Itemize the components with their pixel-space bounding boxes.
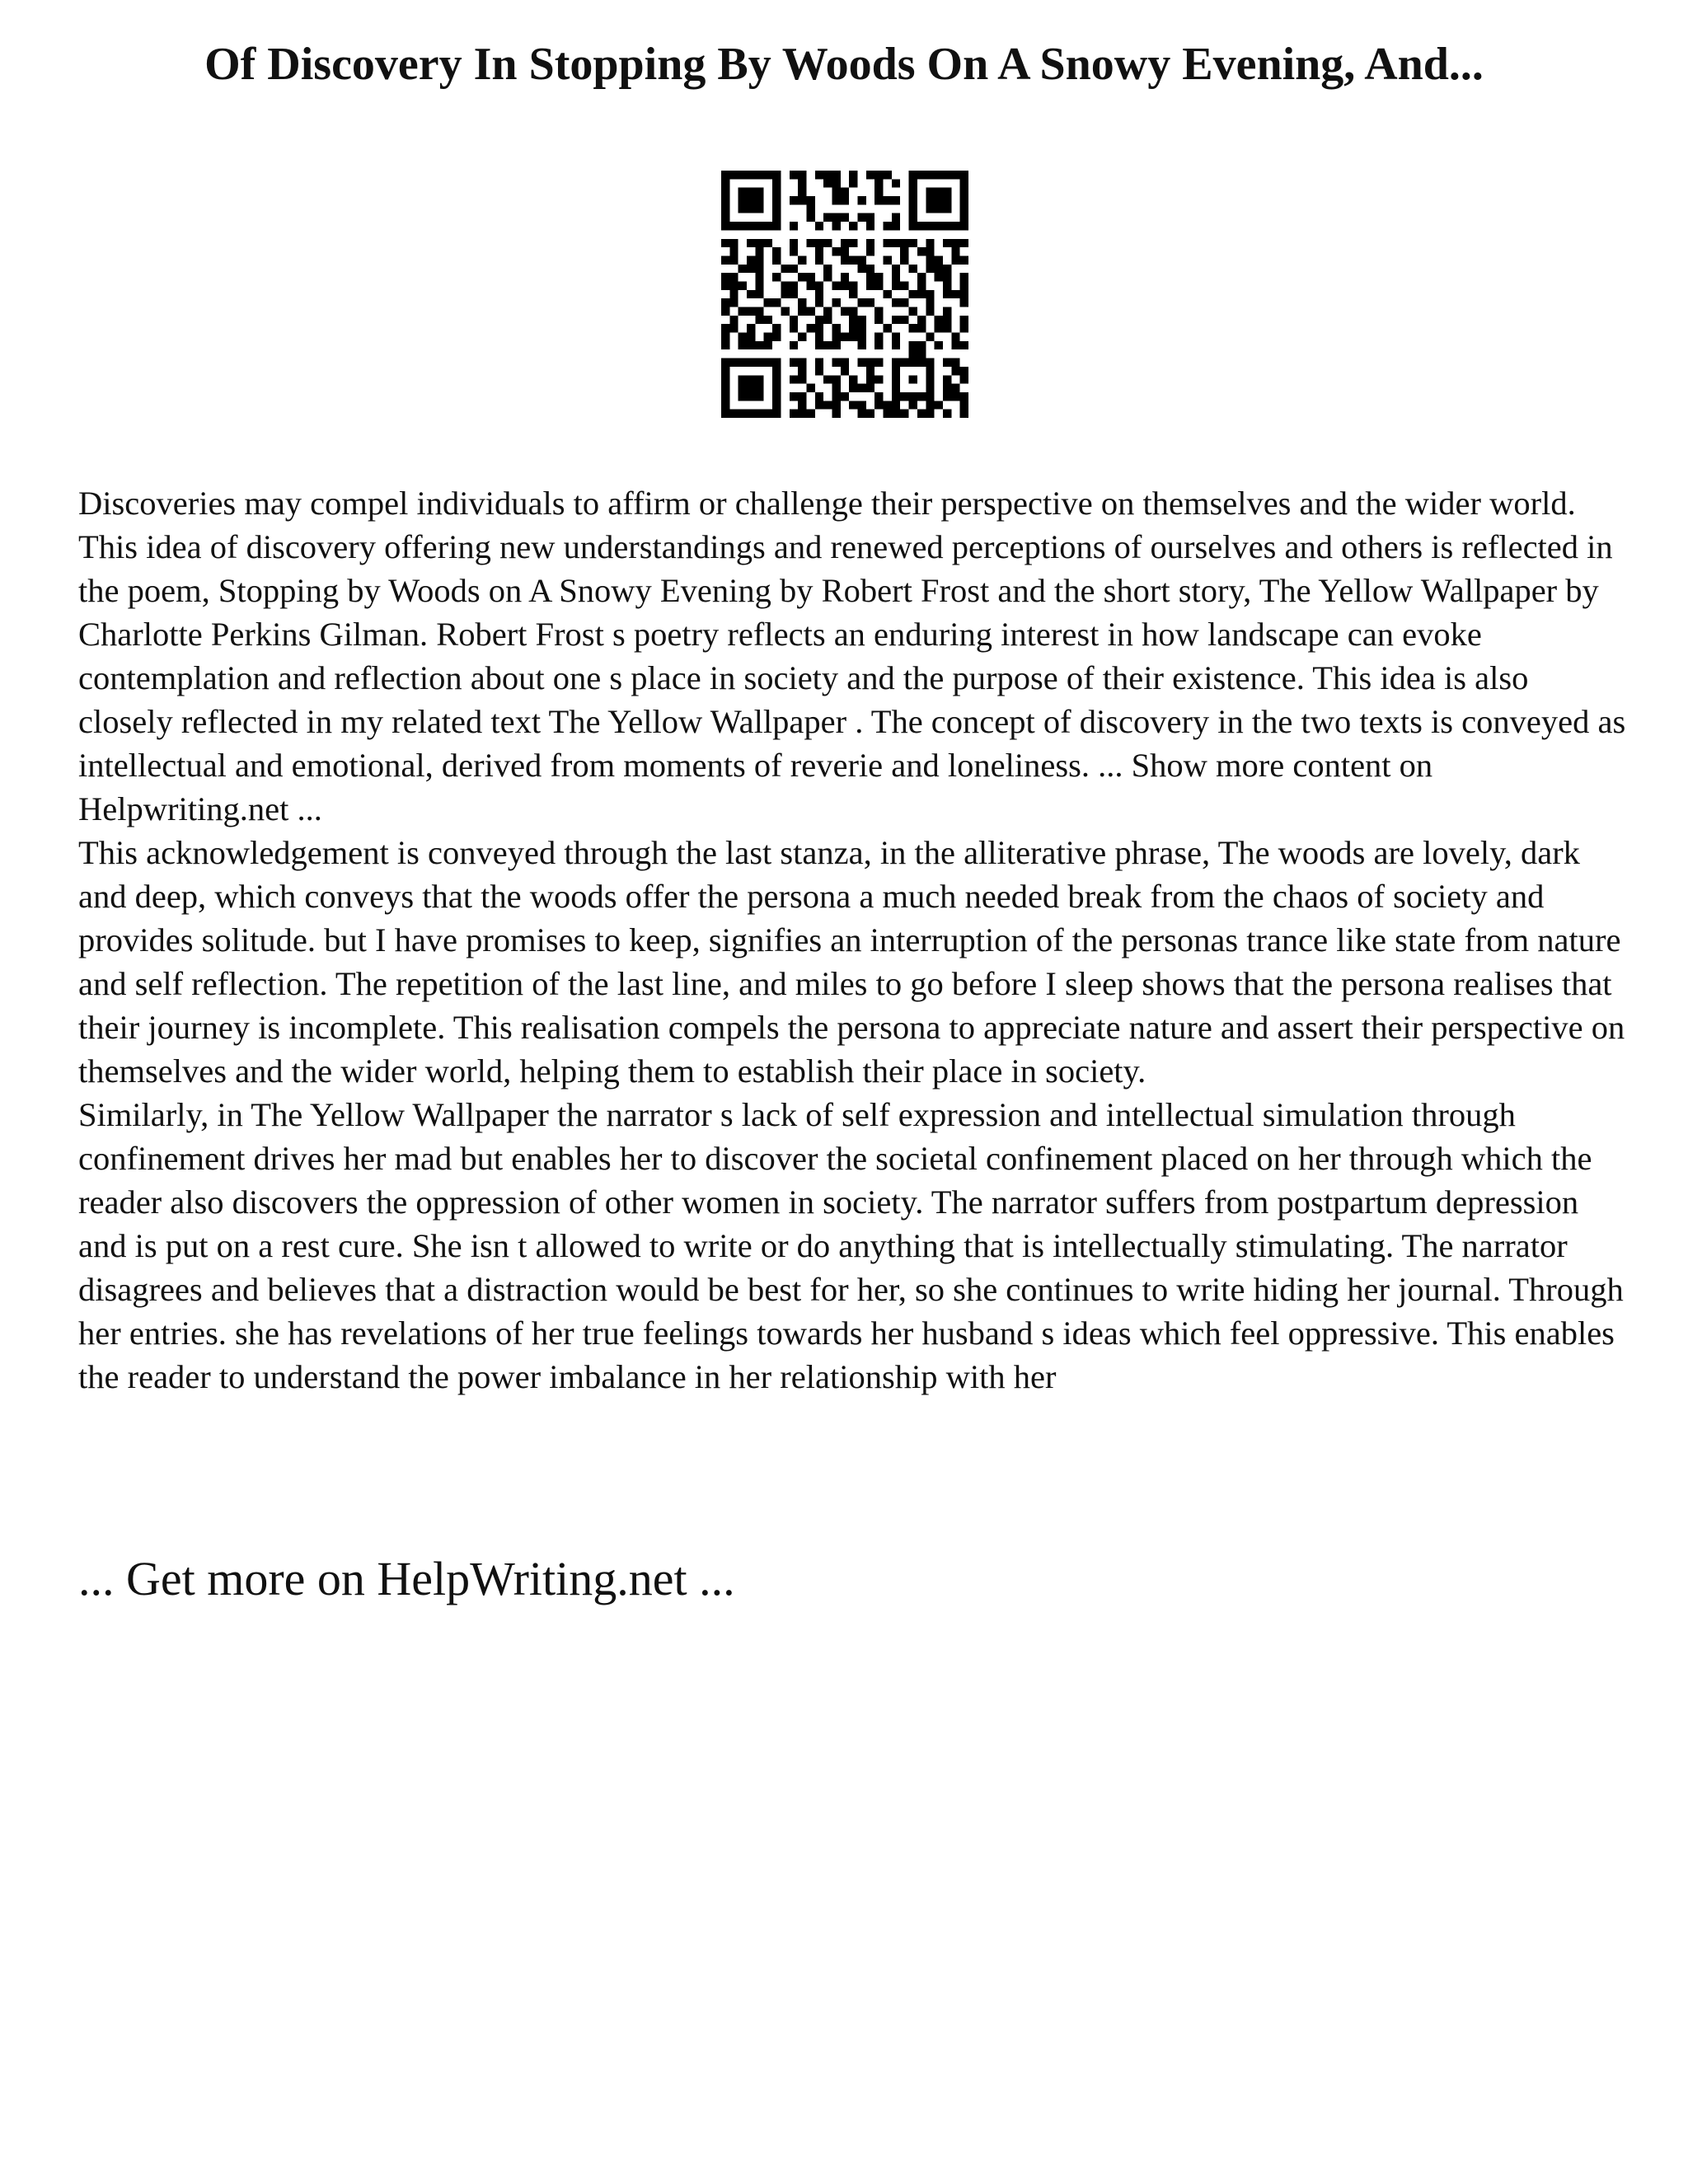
paragraph-yellow-wallpaper: Similarly, in The Yellow Wallpaper the narrator s lack of self expression and intellectual simulation through confinement drives her mad but enables her to discover the societal confinement placed on her through which the reader also discovers the oppression of other women in society. The narrator suffers from postpartum depression and is put on a rest cure. She isn t allowed to write or do anything that is intellectually stimulating. The narrator disagrees and believes that a distraction would be best for her, so she continues to write hiding her journal. Through her entries. she has revelations of her true feelings towards her husband s ideas which feel oppressive. This enables the reader to understand the power imbalance in her relationship with her [78, 1096, 1624, 1395]
get-more-link[interactable]: ... Get more on HelpWriting.net ... [78, 1552, 735, 1605]
page-title: Of Discovery In Stopping By Woods On A Snowy Evening, And... [204, 39, 1484, 90]
article-body [78, 481, 1628, 1399]
paragraph-intro: Discoveries may compel individuals to affirm or challenge their perspective on themselves and the wider world. This idea of discovery offering new understandings and renewed perceptions of ourselves and others is reflected in the poem, Stopping by Woods on A Snowy Evening by Robert Frost and the short story, The Yellow Wallpaper by Charlotte Perkins Gilman. Robert Frost s poetry reflects an enduring interest in how landscape can evoke contemplation and reflection about one s place in society and the purpose of their existence. This idea is also closely reflected in my related text The Yellow Wallpaper . The concept of discovery in the two texts is conveyed as intellectual and emotional, derived from moments of reverie and loneliness. ... Show more content on Helpwriting.net ... [78, 485, 1626, 827]
paragraph-acknowledgement: This acknowledgement is conveyed through the last stanza, in the alliterative phrase, The woods are lovely, dark and deep, which conveys that the woods offer the persona a much needed break from the chaos of society and provides solitude. but I have promises to keep, signifies an interruption of the personas trance like state from nature and self reflection. The repetition of the last line, and miles to go before I sleep shows that the persona realises that their journey is incomplete. This realisation compels the persona to appreciate nature and assert their perspective on themselves and the wider world, helping them to establish their place in society. [78, 834, 1625, 1090]
qr-code-icon [721, 171, 968, 418]
